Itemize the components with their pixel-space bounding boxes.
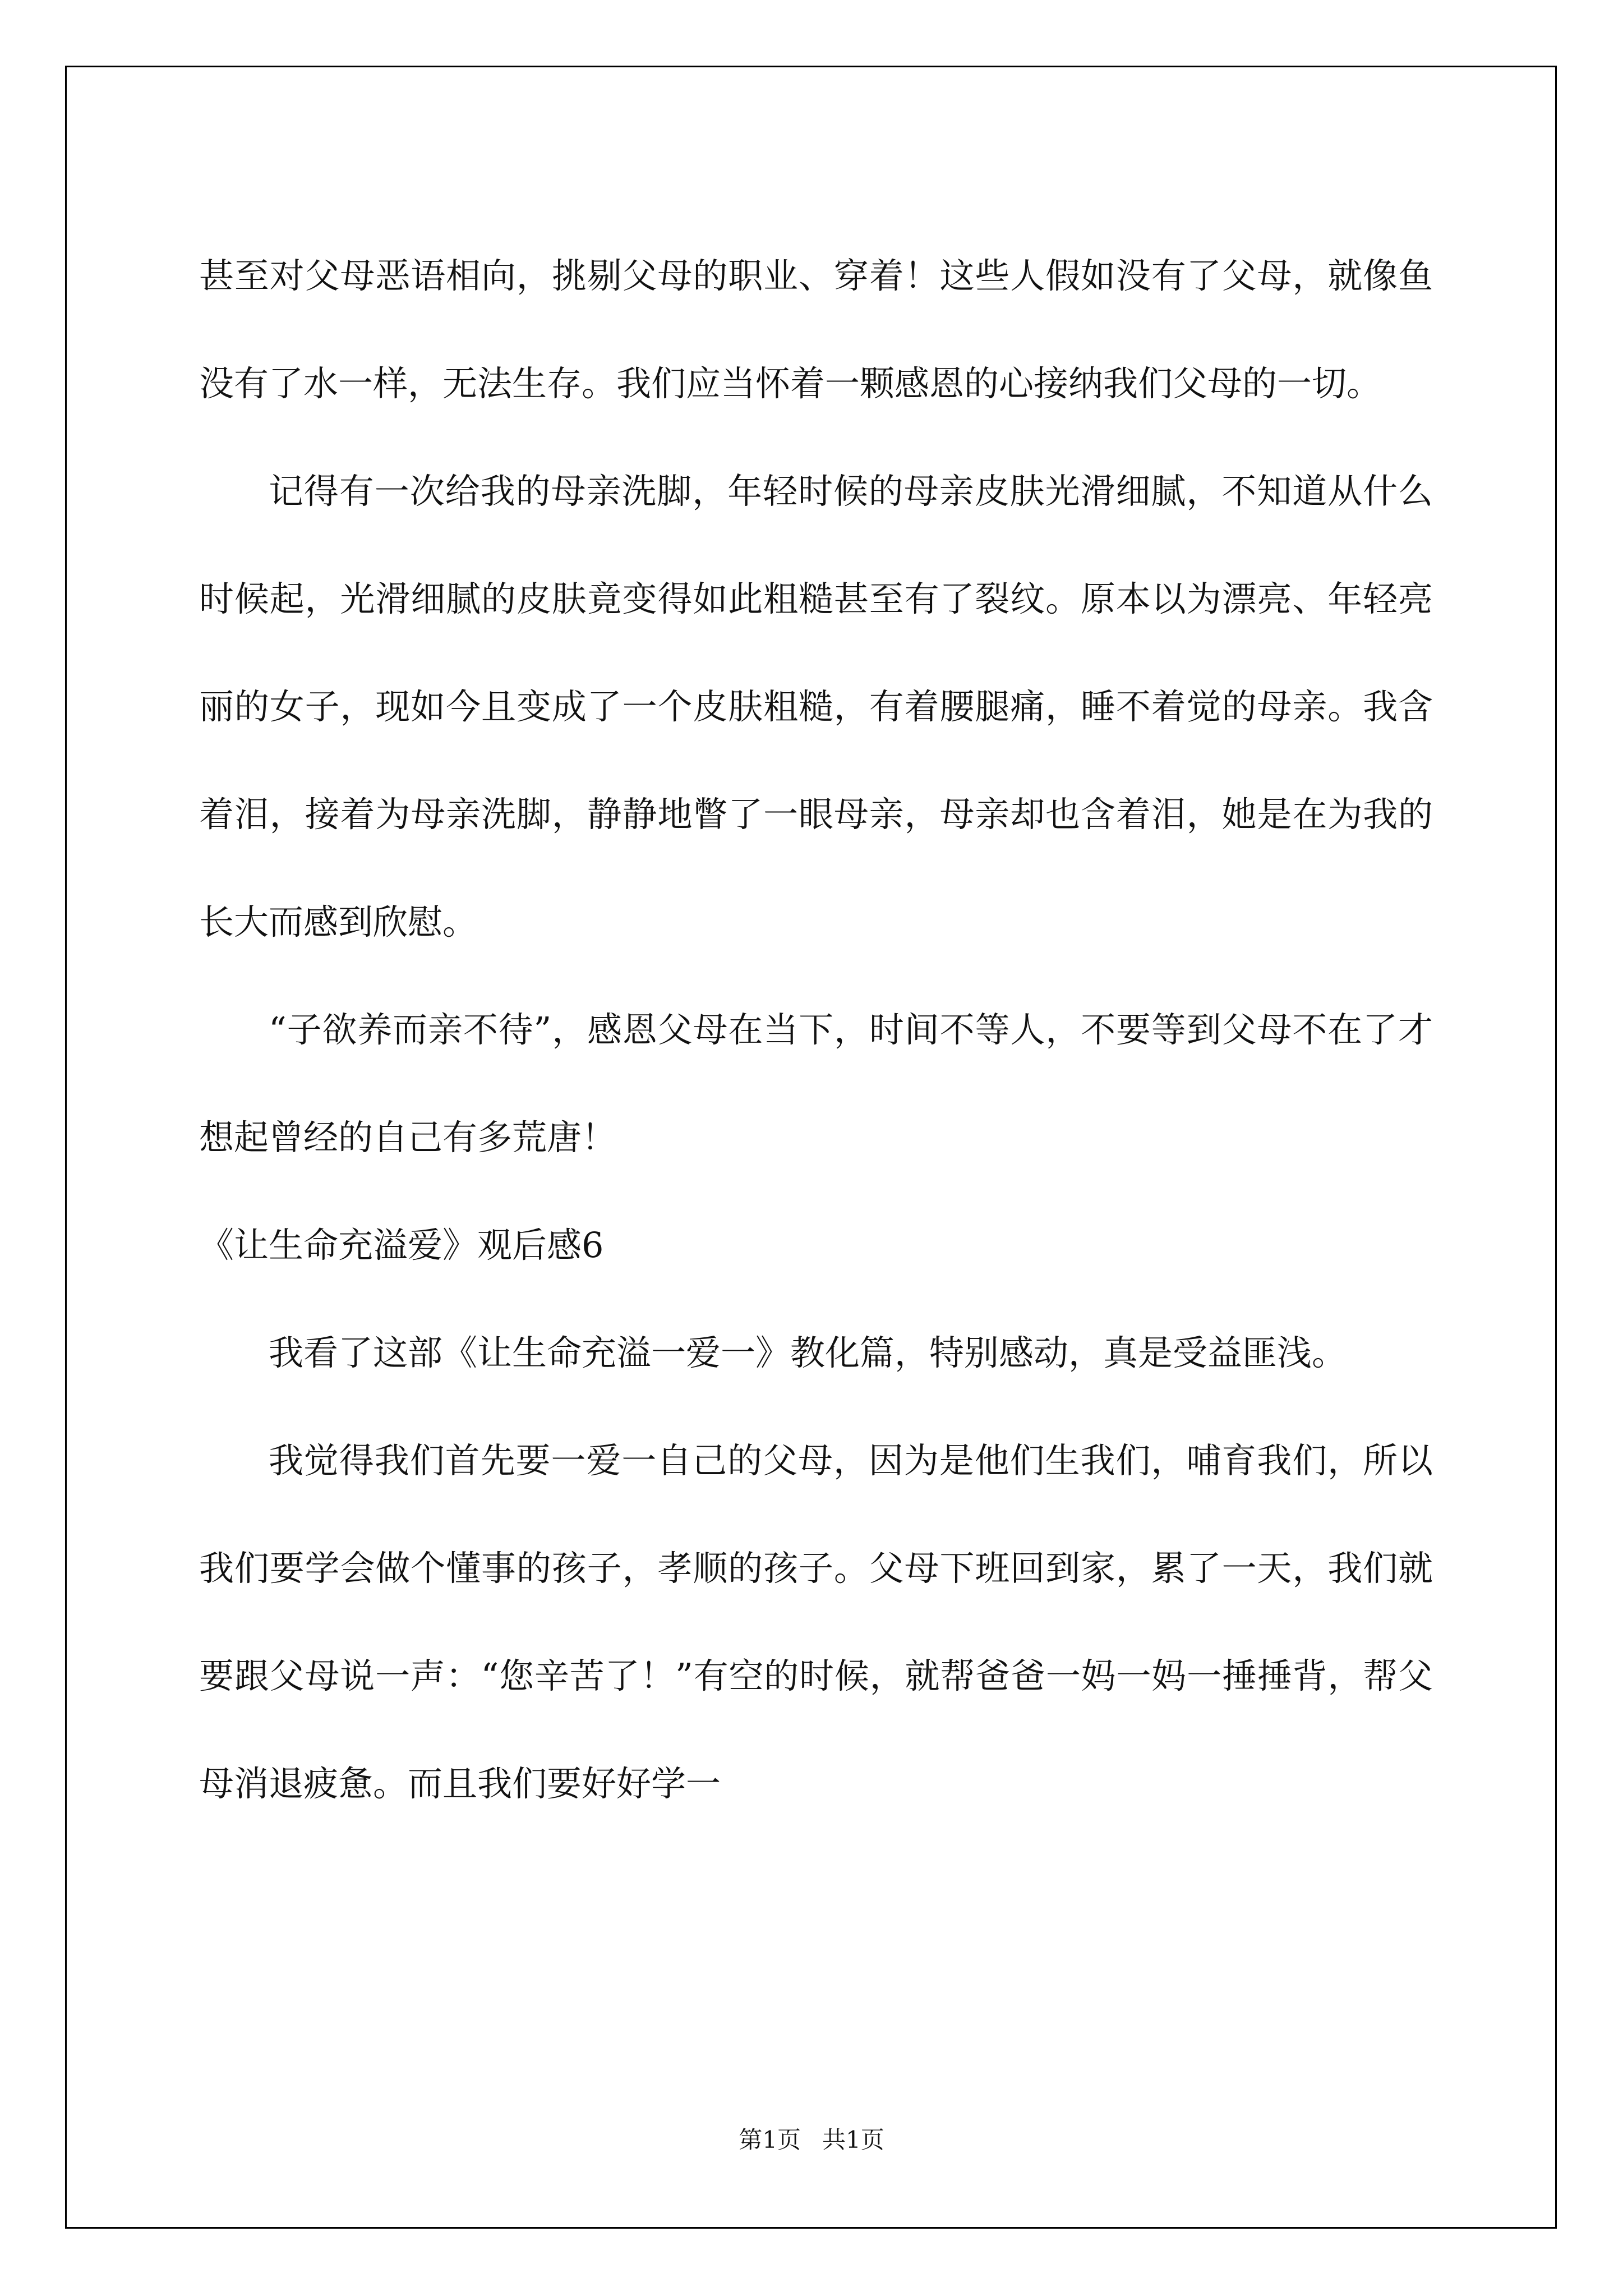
paragraph-5: 我觉得我们首先要一爱一自己的父母，因为是他们生我们，哺育我们，所以我们要学会做个懂事的孩子，孝顺的孩子。父母下班回到家，累了一天，我们就要跟父母说一声：“您辛苦了！”有空的时候，就帮爸爸一妈一妈一捶捶背，帮父母消退疲惫。而且我们要好好学一	[199, 1440, 1433, 1804]
paragraph-2: 记得有一次给我的母亲洗脚，年轻时候的母亲皮肤光滑细腻，不知道从什么时候起，光滑细腻的皮肤竟变得如此粗糙甚至有了裂纹。原本以为漂亮、年轻亮丽的女子，现如今且变成了一个皮肤粗糙，有着腰腿痛，睡不着觉的母亲。我含着泪，接着为母亲洗脚，静静地瞥了一眼母亲，母亲却也含着泪，她是在为我的长大而感到欣慰。	[199, 471, 1433, 942]
paragraph-4: 我看了这部《让生命充溢一爱一》教化篇，特别感动，真是受益匪浅。	[269, 1332, 1347, 1373]
page-total: 共1页	[822, 2126, 884, 2154]
page-footer	[0, 2122, 1623, 2155]
paragraph-3: “子欲养而亲不待”，感恩父母在当下，时间不等人，不要等到父母不在了才想起曾经的自己有多荒唐！	[199, 1009, 1433, 1158]
page-number: 第1页	[739, 2126, 801, 2154]
section-heading: 《让生命充溢爱》观后感6	[199, 1225, 604, 1266]
paragraph-1: 甚至对父母恶语相向，挑剔父母的职业、穿着！这些人假如没有了父母，就像鱼没有了水一样，无法生存。我们应当怀着一颗感恩的心接纳我们父母的一切。	[199, 255, 1433, 404]
document-body	[199, 222, 1433, 1838]
